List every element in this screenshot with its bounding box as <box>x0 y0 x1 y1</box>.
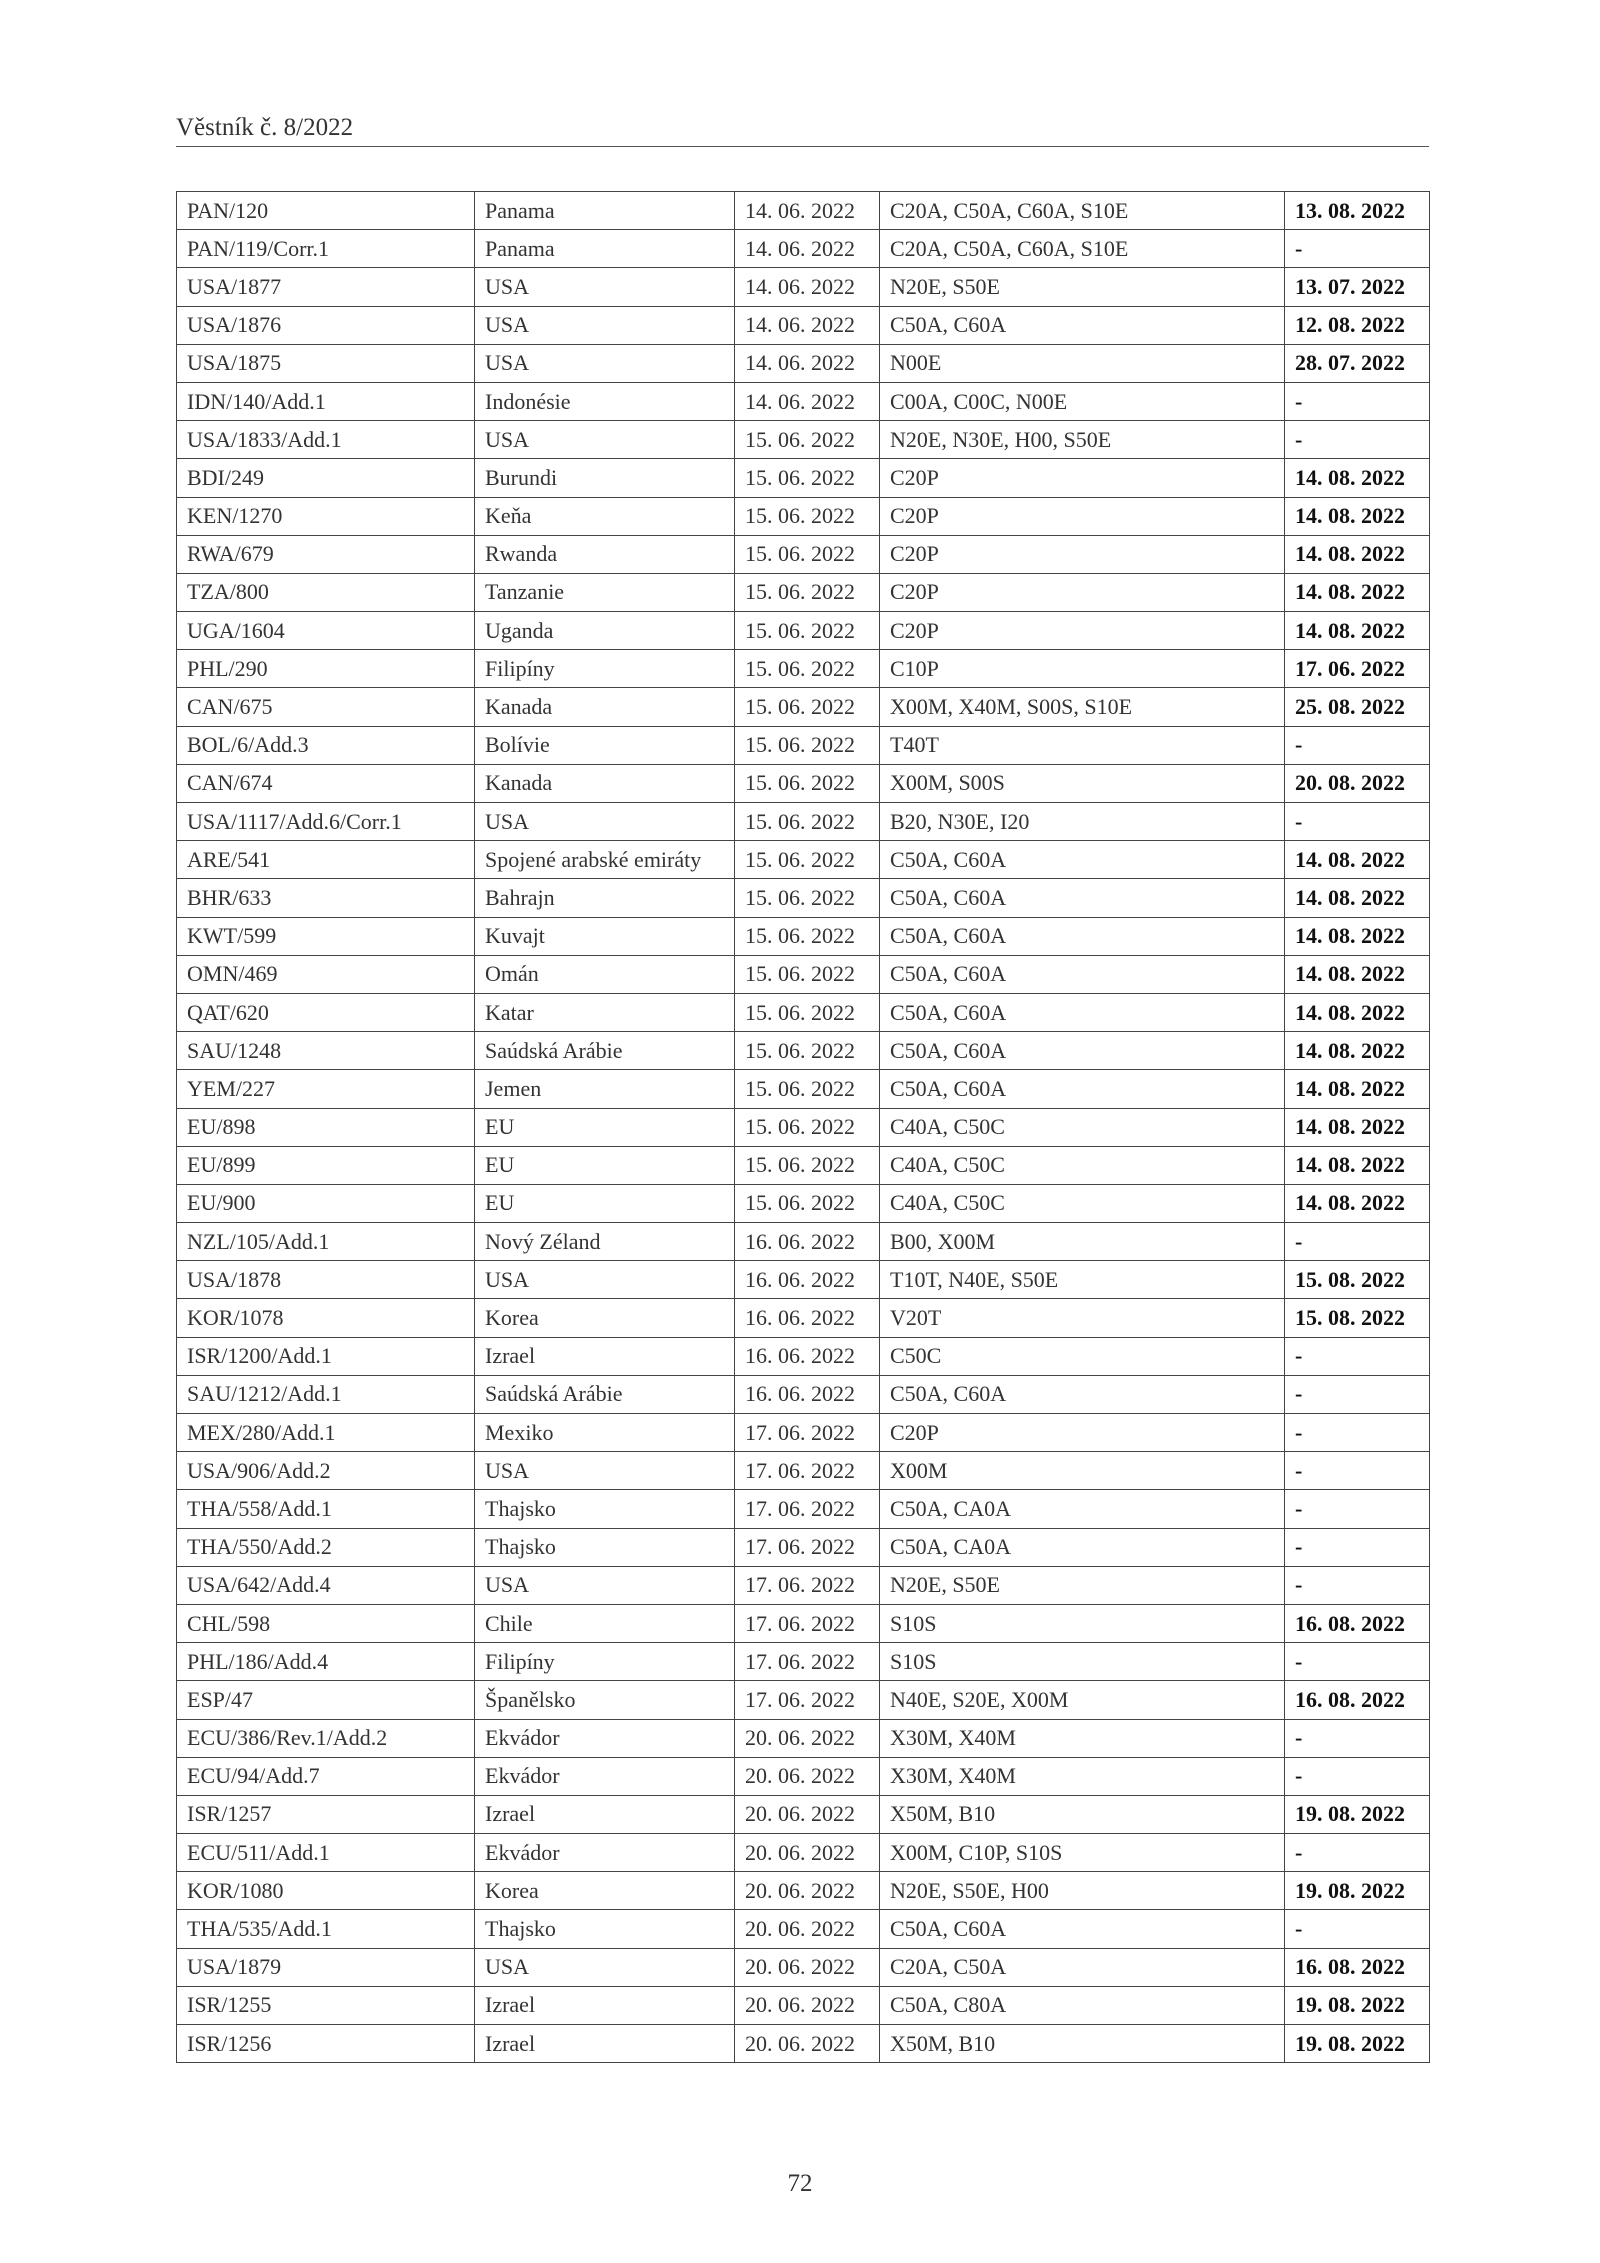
document-code-cell: KEN/1270 <box>177 497 475 535</box>
date-cell: 15. 06. 2022 <box>735 803 880 841</box>
codes-cell: C50A, C60A <box>880 917 1285 955</box>
deadline-cell: 15. 08. 2022 <box>1285 1261 1430 1299</box>
country-cell: Nový Zéland <box>475 1223 735 1261</box>
country-cell: Bahrajn <box>475 879 735 917</box>
table-row <box>177 1414 1430 1452</box>
page-number: 72 <box>787 2170 813 2197</box>
document-code-cell: KOR/1078 <box>177 1299 475 1337</box>
country-cell: Katar <box>475 993 735 1031</box>
codes-cell: X50M, B10 <box>880 2025 1285 2063</box>
date-cell: 20. 06. 2022 <box>735 1757 880 1795</box>
table-row <box>177 306 1430 344</box>
date-cell: 17. 06. 2022 <box>735 1681 880 1719</box>
country-cell: USA <box>475 1261 735 1299</box>
deadline-cell: - <box>1285 803 1430 841</box>
codes-cell: N20E, S50E <box>880 1566 1285 1604</box>
document-code-cell: EU/898 <box>177 1108 475 1146</box>
country-cell: Burundi <box>475 459 735 497</box>
codes-cell: C20P <box>880 535 1285 573</box>
country-cell: Kuvajt <box>475 917 735 955</box>
deadline-cell: 14. 08. 2022 <box>1285 841 1430 879</box>
table-row <box>177 955 1430 993</box>
table-row <box>177 726 1430 764</box>
date-cell: 17. 06. 2022 <box>735 1604 880 1642</box>
country-cell: Thajsko <box>475 1528 735 1566</box>
deadline-cell: 14. 08. 2022 <box>1285 993 1430 1031</box>
document-code-cell: BDI/249 <box>177 459 475 497</box>
document-code-cell: CAN/674 <box>177 764 475 802</box>
country-cell: EU <box>475 1146 735 1184</box>
codes-cell: C20A, C50A, C60A, S10E <box>880 192 1285 230</box>
country-cell: Filipíny <box>475 1643 735 1681</box>
codes-cell: B20, N30E, I20 <box>880 803 1285 841</box>
deadline-cell: 20. 08. 2022 <box>1285 764 1430 802</box>
document-code-cell: BHR/633 <box>177 879 475 917</box>
deadline-cell: - <box>1285 1490 1430 1528</box>
deadline-cell: 19. 08. 2022 <box>1285 1795 1430 1833</box>
country-cell: Saúdská Arábie <box>475 1375 735 1413</box>
date-cell: 15. 06. 2022 <box>735 955 880 993</box>
deadline-cell: 14. 08. 2022 <box>1285 1032 1430 1070</box>
deadline-cell: - <box>1285 1452 1430 1490</box>
date-cell: 20. 06. 2022 <box>735 1948 880 1986</box>
country-cell: Kanada <box>475 688 735 726</box>
date-cell: 20. 06. 2022 <box>735 1795 880 1833</box>
date-cell: 16. 06. 2022 <box>735 1299 880 1337</box>
document-code-cell: ISR/1200/Add.1 <box>177 1337 475 1375</box>
date-cell: 15. 06. 2022 <box>735 1070 880 1108</box>
deadline-cell: - <box>1285 1337 1430 1375</box>
deadline-cell: 17. 06. 2022 <box>1285 650 1430 688</box>
table-row <box>177 803 1430 841</box>
document-code-cell: CAN/675 <box>177 688 475 726</box>
country-cell: Izrael <box>475 1795 735 1833</box>
document-code-cell: BOL/6/Add.3 <box>177 726 475 764</box>
deadline-cell: - <box>1285 726 1430 764</box>
document-code-cell: CHL/598 <box>177 1604 475 1642</box>
table-row <box>177 230 1430 268</box>
document-code-cell: USA/1877 <box>177 268 475 306</box>
date-cell: 15. 06. 2022 <box>735 917 880 955</box>
deadline-cell: - <box>1285 1757 1430 1795</box>
country-cell: Kanada <box>475 764 735 802</box>
country-cell: Indonésie <box>475 382 735 420</box>
table-row <box>177 192 1430 230</box>
date-cell: 20. 06. 2022 <box>735 1834 880 1872</box>
country-cell: Ekvádor <box>475 1757 735 1795</box>
date-cell: 16. 06. 2022 <box>735 1375 880 1413</box>
table-row <box>177 612 1430 650</box>
deadline-cell: 14. 08. 2022 <box>1285 879 1430 917</box>
date-cell: 20. 06. 2022 <box>735 1872 880 1910</box>
codes-cell: C20A, C50A <box>880 1948 1285 1986</box>
page-header <box>176 112 1429 147</box>
deadline-cell: 14. 08. 2022 <box>1285 535 1430 573</box>
deadline-cell: 12. 08. 2022 <box>1285 306 1430 344</box>
deadline-cell: - <box>1285 1910 1430 1948</box>
deadline-cell: 14. 08. 2022 <box>1285 497 1430 535</box>
document-code-cell: USA/642/Add.4 <box>177 1566 475 1604</box>
date-cell: 15. 06. 2022 <box>735 764 880 802</box>
table-row <box>177 1643 1430 1681</box>
codes-cell: X30M, X40M <box>880 1757 1285 1795</box>
document-code-cell: ISR/1257 <box>177 1795 475 1833</box>
codes-cell: X50M, B10 <box>880 1795 1285 1833</box>
country-cell: Panama <box>475 192 735 230</box>
deadline-cell: 14. 08. 2022 <box>1285 955 1430 993</box>
date-cell: 14. 06. 2022 <box>735 230 880 268</box>
country-cell: Korea <box>475 1872 735 1910</box>
table-row <box>177 1223 1430 1261</box>
deadline-cell: 19. 08. 2022 <box>1285 1986 1430 2024</box>
codes-cell: C50A, C60A <box>880 955 1285 993</box>
country-cell: Chile <box>475 1604 735 1642</box>
date-cell: 15. 06. 2022 <box>735 993 880 1031</box>
notifications-table <box>176 191 1430 2063</box>
country-cell: Korea <box>475 1299 735 1337</box>
document-code-cell: USA/1876 <box>177 306 475 344</box>
table-row <box>177 1566 1430 1604</box>
codes-cell: C50A, C60A <box>880 1032 1285 1070</box>
deadline-cell: 14. 08. 2022 <box>1285 1070 1430 1108</box>
codes-cell: C50A, CA0A <box>880 1528 1285 1566</box>
document-code-cell: TZA/800 <box>177 573 475 611</box>
deadline-cell: 14. 08. 2022 <box>1285 1146 1430 1184</box>
date-cell: 15. 06. 2022 <box>735 612 880 650</box>
table-row <box>177 1108 1430 1146</box>
table-row <box>177 1299 1430 1337</box>
document-code-cell: SAU/1212/Add.1 <box>177 1375 475 1413</box>
codes-cell: C50A, C60A <box>880 306 1285 344</box>
codes-cell: C20P <box>880 1414 1285 1452</box>
codes-cell: C20A, C50A, C60A, S10E <box>880 230 1285 268</box>
document-code-cell: USA/1878 <box>177 1261 475 1299</box>
document-code-cell: ISR/1256 <box>177 2025 475 2063</box>
country-cell: Španělsko <box>475 1681 735 1719</box>
country-cell: USA <box>475 344 735 382</box>
country-cell: EU <box>475 1184 735 1222</box>
deadline-cell: - <box>1285 1834 1430 1872</box>
date-cell: 14. 06. 2022 <box>735 268 880 306</box>
document-code-cell: PAN/119/Corr.1 <box>177 230 475 268</box>
deadline-cell: 13. 07. 2022 <box>1285 268 1430 306</box>
country-cell: Mexiko <box>475 1414 735 1452</box>
country-cell: Bolívie <box>475 726 735 764</box>
deadline-cell: - <box>1285 1375 1430 1413</box>
document-code-cell: THA/535/Add.1 <box>177 1910 475 1948</box>
document-code-cell: ESP/47 <box>177 1681 475 1719</box>
codes-cell: C20P <box>880 459 1285 497</box>
date-cell: 20. 06. 2022 <box>735 1910 880 1948</box>
date-cell: 15. 06. 2022 <box>735 573 880 611</box>
date-cell: 14. 06. 2022 <box>735 192 880 230</box>
date-cell: 14. 06. 2022 <box>735 344 880 382</box>
date-cell: 15. 06. 2022 <box>735 535 880 573</box>
codes-cell: C50A, C60A <box>880 993 1285 1031</box>
date-cell: 15. 06. 2022 <box>735 650 880 688</box>
table-row <box>177 650 1430 688</box>
country-cell: Izrael <box>475 2025 735 2063</box>
document-code-cell: THA/558/Add.1 <box>177 1490 475 1528</box>
document-code-cell: PAN/120 <box>177 192 475 230</box>
table-row <box>177 573 1430 611</box>
table-row <box>177 1146 1430 1184</box>
country-cell: USA <box>475 1452 735 1490</box>
date-cell: 15. 06. 2022 <box>735 688 880 726</box>
table-row <box>177 497 1430 535</box>
deadline-cell: 25. 08. 2022 <box>1285 688 1430 726</box>
document-code-cell: PHL/186/Add.4 <box>177 1643 475 1681</box>
document-code-cell: NZL/105/Add.1 <box>177 1223 475 1261</box>
codes-cell: S10S <box>880 1643 1285 1681</box>
date-cell: 17. 06. 2022 <box>735 1566 880 1604</box>
date-cell: 14. 06. 2022 <box>735 382 880 420</box>
document-code-cell: ECU/511/Add.1 <box>177 1834 475 1872</box>
deadline-cell: - <box>1285 382 1430 420</box>
table-row <box>177 535 1430 573</box>
deadline-cell: - <box>1285 421 1430 459</box>
table-row <box>177 459 1430 497</box>
deadline-cell: 19. 08. 2022 <box>1285 2025 1430 2063</box>
country-cell: USA <box>475 803 735 841</box>
country-cell: Saúdská Arábie <box>475 1032 735 1070</box>
deadline-cell: 13. 08. 2022 <box>1285 192 1430 230</box>
deadline-cell: 14. 08. 2022 <box>1285 573 1430 611</box>
codes-cell: N20E, S50E <box>880 268 1285 306</box>
country-cell: Spojené arabské emiráty <box>475 841 735 879</box>
document-code-cell: ISR/1255 <box>177 1986 475 2024</box>
country-cell: USA <box>475 268 735 306</box>
date-cell: 15. 06. 2022 <box>735 1184 880 1222</box>
date-cell: 15. 06. 2022 <box>735 1108 880 1146</box>
date-cell: 20. 06. 2022 <box>735 1986 880 2024</box>
deadline-cell: - <box>1285 1528 1430 1566</box>
codes-cell: C20P <box>880 612 1285 650</box>
date-cell: 15. 06. 2022 <box>735 841 880 879</box>
document-code-cell: YEM/227 <box>177 1070 475 1108</box>
deadline-cell: 19. 08. 2022 <box>1285 1872 1430 1910</box>
country-cell: Rwanda <box>475 535 735 573</box>
table-row <box>177 1452 1430 1490</box>
codes-cell: C50A, C60A <box>880 1910 1285 1948</box>
table-row <box>177 382 1430 420</box>
codes-cell: T40T <box>880 726 1285 764</box>
deadline-cell: 14. 08. 2022 <box>1285 459 1430 497</box>
date-cell: 15. 06. 2022 <box>735 497 880 535</box>
document-code-cell: USA/1117/Add.6/Corr.1 <box>177 803 475 841</box>
table-row <box>177 1757 1430 1795</box>
country-cell: USA <box>475 1566 735 1604</box>
deadline-cell: 14. 08. 2022 <box>1285 612 1430 650</box>
deadline-cell: - <box>1285 1223 1430 1261</box>
table-row <box>177 1681 1430 1719</box>
table-row <box>177 1528 1430 1566</box>
codes-cell: X30M, X40M <box>880 1719 1285 1757</box>
table-row <box>177 1070 1430 1108</box>
table-row <box>177 1834 1430 1872</box>
codes-cell: C50A, C80A <box>880 1986 1285 2024</box>
country-cell: Keňa <box>475 497 735 535</box>
deadline-cell: - <box>1285 230 1430 268</box>
table-row <box>177 1872 1430 1910</box>
journal-title: Věstník č. 8/2022 <box>176 114 354 141</box>
table-row <box>177 1910 1430 1948</box>
table-body <box>177 192 1430 2063</box>
codes-cell: C40A, C50C <box>880 1146 1285 1184</box>
date-cell: 17. 06. 2022 <box>735 1490 880 1528</box>
deadline-cell: 16. 08. 2022 <box>1285 1604 1430 1642</box>
country-cell: Filipíny <box>475 650 735 688</box>
codes-cell: C20P <box>880 573 1285 611</box>
codes-cell: N40E, S20E, X00M <box>880 1681 1285 1719</box>
deadline-cell: 28. 07. 2022 <box>1285 344 1430 382</box>
table-row <box>177 1032 1430 1070</box>
table-row <box>177 1948 1430 1986</box>
document-code-cell: USA/1875 <box>177 344 475 382</box>
codes-cell: C50A, C60A <box>880 879 1285 917</box>
date-cell: 15. 06. 2022 <box>735 726 880 764</box>
table-row <box>177 268 1430 306</box>
codes-cell: S10S <box>880 1604 1285 1642</box>
date-cell: 15. 06. 2022 <box>735 459 880 497</box>
document-code-cell: RWA/679 <box>177 535 475 573</box>
codes-cell: C40A, C50C <box>880 1184 1285 1222</box>
table-row <box>177 841 1430 879</box>
codes-cell: C50C <box>880 1337 1285 1375</box>
country-cell: Izrael <box>475 1337 735 1375</box>
table-row <box>177 1604 1430 1642</box>
codes-cell: C20P <box>880 497 1285 535</box>
table-row <box>177 1719 1430 1757</box>
date-cell: 15. 06. 2022 <box>735 1146 880 1184</box>
document-code-cell: MEX/280/Add.1 <box>177 1414 475 1452</box>
date-cell: 17. 06. 2022 <box>735 1452 880 1490</box>
country-cell: Izrael <box>475 1986 735 2024</box>
document-code-cell: SAU/1248 <box>177 1032 475 1070</box>
table-row <box>177 764 1430 802</box>
table-row <box>177 1184 1430 1222</box>
country-cell: Jemen <box>475 1070 735 1108</box>
document-code-cell: QAT/620 <box>177 993 475 1031</box>
date-cell: 17. 06. 2022 <box>735 1414 880 1452</box>
date-cell: 16. 06. 2022 <box>735 1223 880 1261</box>
date-cell: 14. 06. 2022 <box>735 306 880 344</box>
deadline-cell: - <box>1285 1414 1430 1452</box>
table-row <box>177 879 1430 917</box>
deadline-cell: 16. 08. 2022 <box>1285 1948 1430 1986</box>
codes-cell: C50A, C60A <box>880 1070 1285 1108</box>
document-code-cell: IDN/140/Add.1 <box>177 382 475 420</box>
country-cell: Thajsko <box>475 1910 735 1948</box>
table-row <box>177 688 1430 726</box>
country-cell: Ekvádor <box>475 1834 735 1872</box>
table-row <box>177 1986 1430 2024</box>
date-cell: 15. 06. 2022 <box>735 1032 880 1070</box>
country-cell: Omán <box>475 955 735 993</box>
country-cell: EU <box>475 1108 735 1146</box>
codes-cell: T10T, N40E, S50E <box>880 1261 1285 1299</box>
table-row <box>177 421 1430 459</box>
codes-cell: C00A, C00C, N00E <box>880 382 1285 420</box>
document-code-cell: EU/899 <box>177 1146 475 1184</box>
date-cell: 16. 06. 2022 <box>735 1261 880 1299</box>
country-cell: USA <box>475 421 735 459</box>
document-code-cell: EU/900 <box>177 1184 475 1222</box>
deadline-cell: 15. 08. 2022 <box>1285 1299 1430 1337</box>
country-cell: USA <box>475 306 735 344</box>
document-code-cell: USA/906/Add.2 <box>177 1452 475 1490</box>
deadline-cell: 14. 08. 2022 <box>1285 1184 1430 1222</box>
table-row <box>177 1337 1430 1375</box>
document-code-cell: OMN/469 <box>177 955 475 993</box>
document-code-cell: USA/1879 <box>177 1948 475 1986</box>
document-code-cell: UGA/1604 <box>177 612 475 650</box>
document-code-cell: THA/550/Add.2 <box>177 1528 475 1566</box>
date-cell: 20. 06. 2022 <box>735 1719 880 1757</box>
country-cell: Uganda <box>475 612 735 650</box>
codes-cell: C50A, CA0A <box>880 1490 1285 1528</box>
codes-cell: X00M, S00S <box>880 764 1285 802</box>
codes-cell: X00M, X40M, S00S, S10E <box>880 688 1285 726</box>
codes-cell: X00M <box>880 1452 1285 1490</box>
date-cell: 17. 06. 2022 <box>735 1528 880 1566</box>
codes-cell: C50A, C60A <box>880 841 1285 879</box>
date-cell: 16. 06. 2022 <box>735 1337 880 1375</box>
date-cell: 20. 06. 2022 <box>735 2025 880 2063</box>
document-code-cell: PHL/290 <box>177 650 475 688</box>
codes-cell: C50A, C60A <box>880 1375 1285 1413</box>
table-row <box>177 1375 1430 1413</box>
table-row <box>177 2025 1430 2063</box>
codes-cell: N20E, S50E, H00 <box>880 1872 1285 1910</box>
country-cell: USA <box>475 1948 735 1986</box>
deadline-cell: - <box>1285 1643 1430 1681</box>
country-cell: Tanzanie <box>475 573 735 611</box>
codes-cell: N00E <box>880 344 1285 382</box>
table-row <box>177 1795 1430 1833</box>
deadline-cell: - <box>1285 1566 1430 1604</box>
codes-cell: X00M, C10P, S10S <box>880 1834 1285 1872</box>
codes-cell: C10P <box>880 650 1285 688</box>
table-row <box>177 344 1430 382</box>
deadline-cell: 14. 08. 2022 <box>1285 1108 1430 1146</box>
deadline-cell: - <box>1285 1719 1430 1757</box>
date-cell: 17. 06. 2022 <box>735 1643 880 1681</box>
country-cell: Panama <box>475 230 735 268</box>
document-code-cell: KWT/599 <box>177 917 475 955</box>
country-cell: Thajsko <box>475 1490 735 1528</box>
date-cell: 15. 06. 2022 <box>735 421 880 459</box>
document-code-cell: ECU/386/Rev.1/Add.2 <box>177 1719 475 1757</box>
table-row <box>177 917 1430 955</box>
codes-cell: C40A, C50C <box>880 1108 1285 1146</box>
codes-cell: V20T <box>880 1299 1285 1337</box>
table-row <box>177 993 1430 1031</box>
table-row <box>177 1490 1430 1528</box>
document-code-cell: KOR/1080 <box>177 1872 475 1910</box>
country-cell: Ekvádor <box>475 1719 735 1757</box>
document-code-cell: ARE/541 <box>177 841 475 879</box>
deadline-cell: 16. 08. 2022 <box>1285 1681 1430 1719</box>
codes-cell: N20E, N30E, H00, S50E <box>880 421 1285 459</box>
table-row <box>177 1261 1430 1299</box>
document-code-cell: ECU/94/Add.7 <box>177 1757 475 1795</box>
deadline-cell: 14. 08. 2022 <box>1285 917 1430 955</box>
date-cell: 15. 06. 2022 <box>735 879 880 917</box>
document-code-cell: USA/1833/Add.1 <box>177 421 475 459</box>
codes-cell: B00, X00M <box>880 1223 1285 1261</box>
